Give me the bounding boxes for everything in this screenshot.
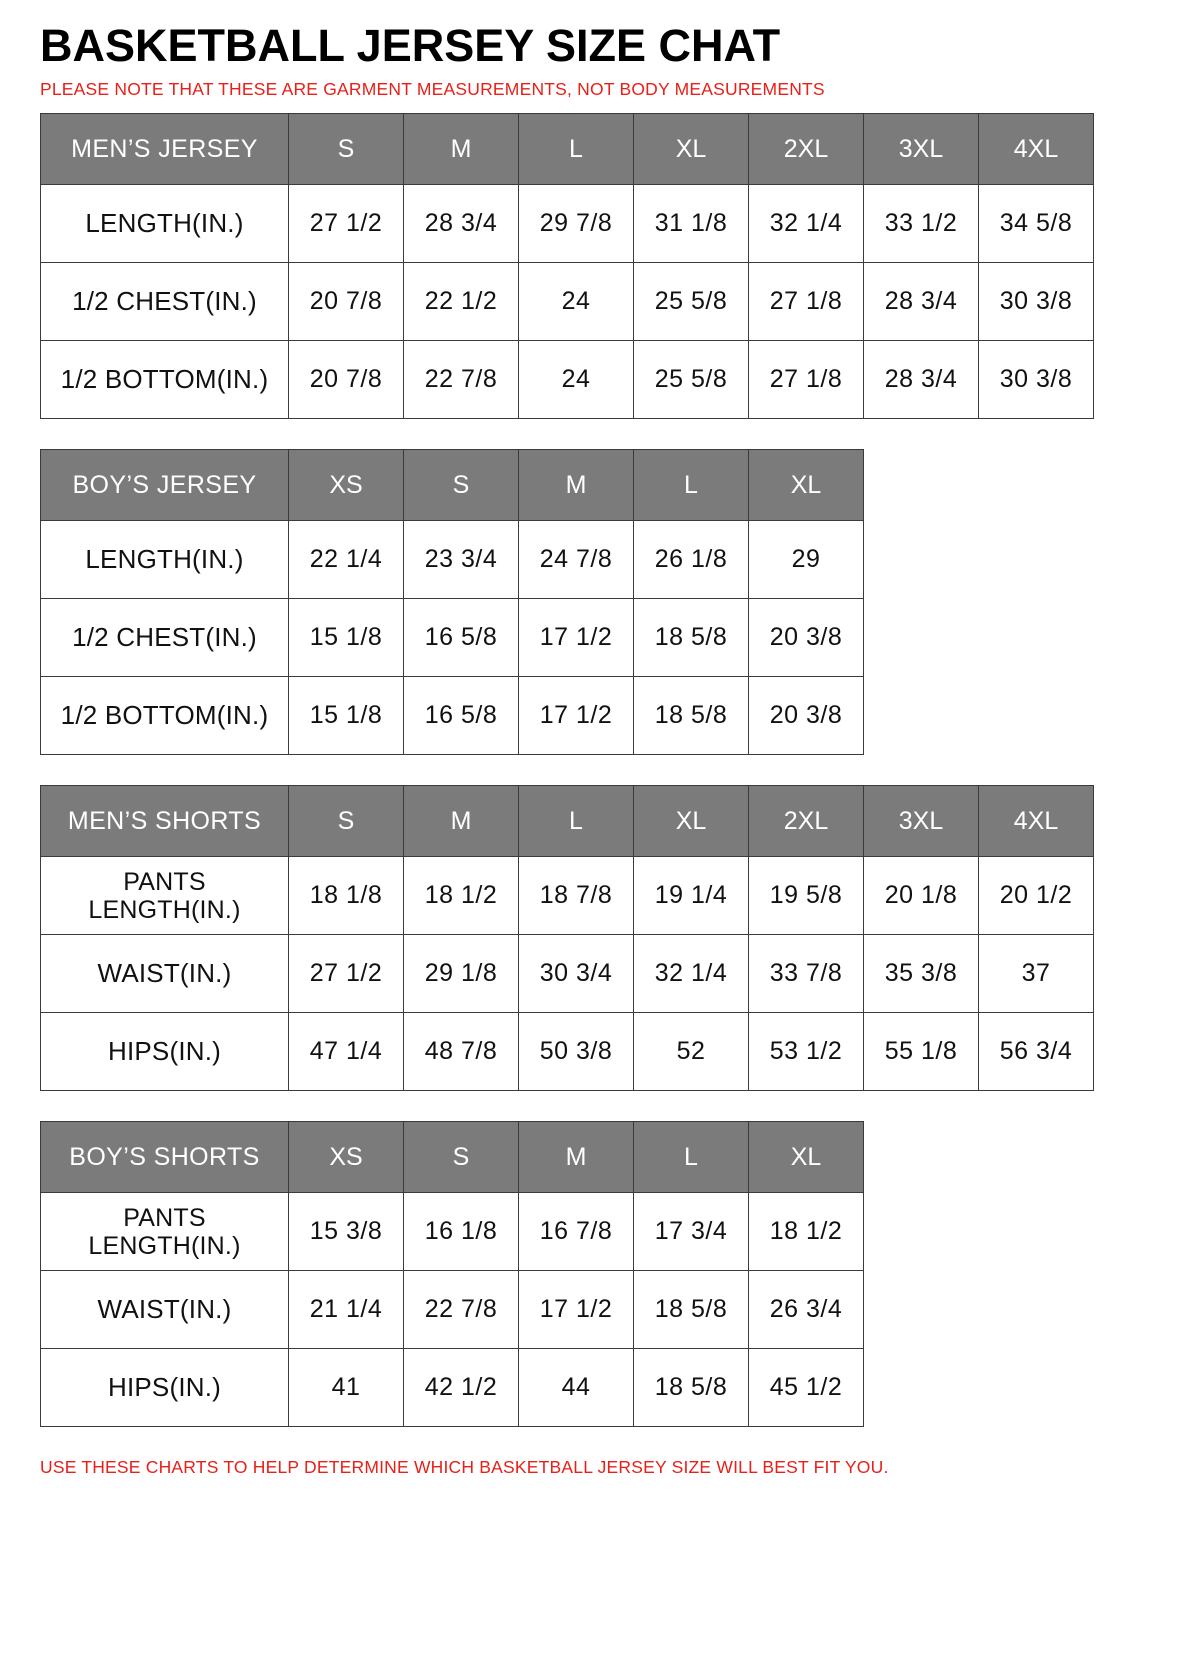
measurement-value: 20 1/2	[979, 857, 1094, 935]
measurement-label: WAIST(IN.)	[41, 935, 289, 1013]
size-column-header: S	[404, 450, 519, 521]
measurement-value: 44	[519, 1349, 634, 1427]
measurement-value: 29 1/8	[404, 935, 519, 1013]
size-column-header: XL	[749, 450, 864, 521]
measurement-value: 53 1/2	[749, 1013, 864, 1091]
page-title: BASKETBALL JERSEY SIZE CHAT	[40, 20, 781, 71]
measurement-label: WAIST(IN.)	[41, 1271, 289, 1349]
measurement-value: 29 7/8	[519, 185, 634, 263]
table-header-label: BOY’S JERSEY	[41, 450, 289, 521]
table-row	[41, 935, 1094, 1013]
size-column-header: XL	[634, 786, 749, 857]
table-header-row	[41, 114, 1094, 185]
measurement-value: 22 7/8	[404, 341, 519, 419]
measurement-value: 33 7/8	[749, 935, 864, 1013]
measurement-value: 30 3/8	[979, 263, 1094, 341]
measurement-value: 17 1/2	[519, 1271, 634, 1349]
table-header-label: MEN’S JERSEY	[41, 114, 289, 185]
measurement-value: 22 1/2	[404, 263, 519, 341]
table-row	[41, 1013, 1094, 1091]
measurement-value: 20 7/8	[289, 263, 404, 341]
table-row	[41, 1193, 864, 1271]
measurement-value: 20 3/8	[749, 599, 864, 677]
measurement-value: 28 3/4	[864, 263, 979, 341]
table-row	[41, 263, 1094, 341]
table-header-row	[41, 450, 864, 521]
size-table-mens-shorts	[40, 785, 1094, 1091]
size-column-header: M	[404, 114, 519, 185]
measurement-label: 1/2 CHEST(IN.)	[41, 263, 289, 341]
size-column-header: S	[289, 786, 404, 857]
measurement-value: 21 1/4	[289, 1271, 404, 1349]
measurement-value: 16 5/8	[404, 599, 519, 677]
measurement-label: LENGTH(IN.)	[41, 521, 289, 599]
tables-container	[26, 113, 1174, 1427]
measurement-value: 15 3/8	[289, 1193, 404, 1271]
measurement-value: 30 3/4	[519, 935, 634, 1013]
size-column-header: XL	[634, 114, 749, 185]
measurement-value: 52	[634, 1013, 749, 1091]
measurement-value: 15 1/8	[289, 677, 404, 755]
measurement-value: 17 3/4	[634, 1193, 749, 1271]
size-table-boys-jersey	[40, 449, 864, 755]
measurement-value: 33 1/2	[864, 185, 979, 263]
measurement-value: 27 1/2	[289, 185, 404, 263]
table-row	[41, 599, 864, 677]
size-column-header: 3XL	[864, 114, 979, 185]
table-header-row	[41, 1122, 864, 1193]
size-column-header: L	[634, 1122, 749, 1193]
measurement-value: 20 7/8	[289, 341, 404, 419]
measurement-value: 50 3/8	[519, 1013, 634, 1091]
size-column-header: 2XL	[749, 786, 864, 857]
size-column-header: 4XL	[979, 114, 1094, 185]
measurement-value: 42 1/2	[404, 1349, 519, 1427]
measurement-label: LENGTH(IN.)	[41, 185, 289, 263]
size-column-header: 2XL	[749, 114, 864, 185]
size-column-header: L	[519, 786, 634, 857]
measurement-value: 22 7/8	[404, 1271, 519, 1349]
size-column-header: S	[404, 1122, 519, 1193]
measurement-value: 18 5/8	[634, 1349, 749, 1427]
measurement-value: 16 7/8	[519, 1193, 634, 1271]
size-column-header: L	[634, 450, 749, 521]
measurement-value: 45 1/2	[749, 1349, 864, 1427]
measurement-value: 20 1/8	[864, 857, 979, 935]
measurement-value: 24	[519, 341, 634, 419]
measurement-value: 16 1/8	[404, 1193, 519, 1271]
measurement-value: 25 5/8	[634, 263, 749, 341]
measurement-value: 26 1/8	[634, 521, 749, 599]
table-row	[41, 341, 1094, 419]
table-row	[41, 185, 1094, 263]
size-table-mens-jersey	[40, 113, 1094, 419]
measurement-value: 25 5/8	[634, 341, 749, 419]
measurement-value: 18 1/2	[749, 1193, 864, 1271]
measurement-value: 41	[289, 1349, 404, 1427]
measurement-value: 26 3/4	[749, 1271, 864, 1349]
size-column-header: M	[519, 1122, 634, 1193]
measurement-value: 18 5/8	[634, 1271, 749, 1349]
measurement-label: HIPS(IN.)	[41, 1013, 289, 1091]
measurement-value: 28 3/4	[864, 341, 979, 419]
measurement-value: 16 5/8	[404, 677, 519, 755]
measurement-value: 31 1/8	[634, 185, 749, 263]
measurement-label: 1/2 BOTTOM(IN.)	[41, 341, 289, 419]
table-row	[41, 1271, 864, 1349]
measurement-label: HIPS(IN.)	[41, 1349, 289, 1427]
size-column-header: XS	[289, 450, 404, 521]
measurement-value: 48 7/8	[404, 1013, 519, 1091]
measurement-value: 17 1/2	[519, 677, 634, 755]
table-header-label: BOY’S SHORTS	[41, 1122, 289, 1193]
table-row	[41, 1349, 864, 1427]
size-column-header: 4XL	[979, 786, 1094, 857]
size-column-header: M	[404, 786, 519, 857]
measurement-label: 1/2 CHEST(IN.)	[41, 599, 289, 677]
measurement-note: PLEASE NOTE THAT THESE ARE GARMENT MEASUREMENTS, NOT BODY MEASUREMENTS	[40, 79, 825, 100]
measurement-value: 34 5/8	[979, 185, 1094, 263]
measurement-value: 15 1/8	[289, 599, 404, 677]
measurement-value: 18 1/2	[404, 857, 519, 935]
measurement-value: 30 3/8	[979, 341, 1094, 419]
measurement-value: 19 5/8	[749, 857, 864, 935]
measurement-value: 35 3/8	[864, 935, 979, 1013]
measurement-value: 18 7/8	[519, 857, 634, 935]
measurement-value: 32 1/4	[749, 185, 864, 263]
measurement-value: 17 1/2	[519, 599, 634, 677]
size-column-header: XL	[749, 1122, 864, 1193]
table-row	[41, 677, 864, 755]
measurement-value: 23 3/4	[404, 521, 519, 599]
measurement-value: 20 3/8	[749, 677, 864, 755]
measurement-value: 55 1/8	[864, 1013, 979, 1091]
measurement-value: 24	[519, 263, 634, 341]
measurement-value: 27 1/8	[749, 341, 864, 419]
size-column-header: XS	[289, 1122, 404, 1193]
measurement-value: 18 5/8	[634, 599, 749, 677]
measurement-value: 27 1/8	[749, 263, 864, 341]
measurement-value: 28 3/4	[404, 185, 519, 263]
measurement-value: 18 1/8	[289, 857, 404, 935]
table-header-label: MEN’S SHORTS	[41, 786, 289, 857]
measurement-value: 18 5/8	[634, 677, 749, 755]
measurement-label: PANTS LENGTH(IN.)	[41, 857, 289, 935]
measurement-value: 24 7/8	[519, 521, 634, 599]
measurement-value: 56 3/4	[979, 1013, 1094, 1091]
table-row	[41, 521, 864, 599]
footer-note: USE THESE CHARTS TO HELP DETERMINE WHICH BASKETBALL JERSEY SIZE WILL BEST FIT YOU.	[40, 1457, 889, 1478]
size-column-header: M	[519, 450, 634, 521]
measurement-value: 22 1/4	[289, 521, 404, 599]
table-header-row	[41, 786, 1094, 857]
size-column-header: 3XL	[864, 786, 979, 857]
measurement-label: PANTS LENGTH(IN.)	[41, 1193, 289, 1271]
table-row	[41, 857, 1094, 935]
measurement-value: 27 1/2	[289, 935, 404, 1013]
measurement-value: 32 1/4	[634, 935, 749, 1013]
size-column-header: S	[289, 114, 404, 185]
measurement-value: 47 1/4	[289, 1013, 404, 1091]
measurement-label: 1/2 BOTTOM(IN.)	[41, 677, 289, 755]
measurement-value: 37	[979, 935, 1094, 1013]
size-column-header: L	[519, 114, 634, 185]
measurement-value: 29	[749, 521, 864, 599]
size-table-boys-shorts	[40, 1121, 864, 1427]
measurement-value: 19 1/4	[634, 857, 749, 935]
